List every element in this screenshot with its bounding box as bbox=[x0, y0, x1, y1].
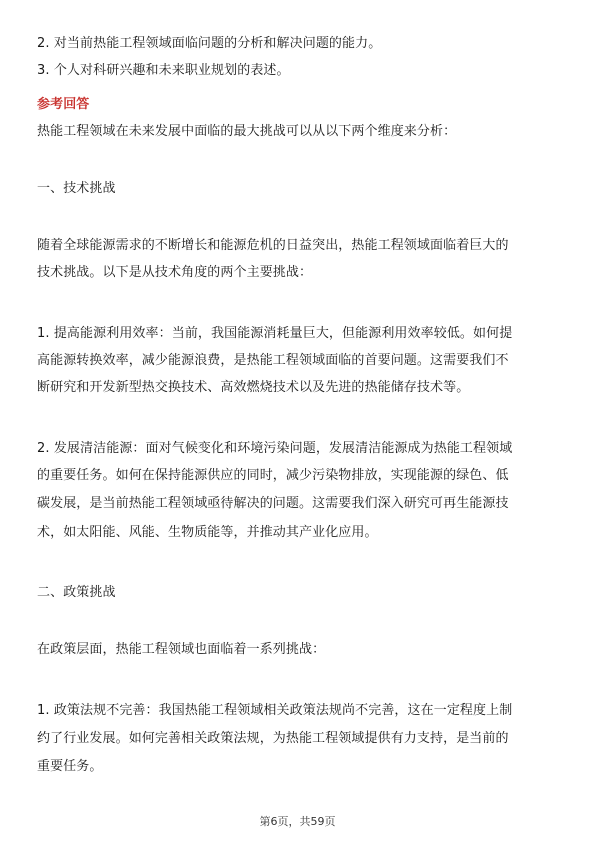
paragraph-line: 碳发展，是当前热能工程领域亟待解决的问题。这需要我们深入研究可再生能源技 bbox=[37, 496, 509, 511]
question-line: 2. 对当前热能工程领域面临问题的分析和解决问题的能力。 bbox=[37, 36, 382, 51]
section-title: 二、政策挑战 bbox=[37, 585, 116, 600]
answer-heading: 参考回答 bbox=[37, 97, 90, 112]
paragraph-line: 断研究和开发新型热交换技术、高效燃烧技术以及先进的热能储存技术等。 bbox=[37, 380, 470, 395]
paragraph-line: 1. 提高能源利用效率：当前，我国能源消耗量巨大，但能源利用效率较低。如何提 bbox=[37, 326, 513, 341]
paragraph-line: 在政策层面，热能工程领域也面临着一系列挑战： bbox=[37, 642, 326, 657]
paragraph-line: 2. 发展清洁能源：面对气候变化和环境污染问题，发展清洁能源成为热能工程领域 bbox=[37, 441, 513, 456]
section-title: 一、技术挑战 bbox=[37, 181, 116, 196]
paragraph-line: 1. 政策法规不完善：我国热能工程领域相关政策法规尚不完善，这在一定程度上制 bbox=[37, 703, 513, 718]
question-line: 3. 个人对科研兴趣和未来职业规划的表述。 bbox=[37, 63, 290, 78]
paragraph-line: 术，如太阳能、风能、生物质能等，并推动其产业化应用。 bbox=[37, 525, 378, 540]
page-number-footer: 第6页，共59页 bbox=[259, 815, 336, 828]
paragraph-line: 技术挑战。以下是从技术角度的两个主要挑战： bbox=[37, 265, 313, 280]
paragraph-line: 重要任务。 bbox=[37, 759, 103, 774]
paragraph-line: 随着全球能源需求的不断增长和能源危机的日益突出，热能工程领域面临着巨大的 bbox=[37, 238, 509, 253]
paragraph-line: 高能源转换效率，减少能源浪费，是热能工程领域面临的首要问题。这需要我们不 bbox=[37, 353, 509, 368]
paragraph-line: 约了行业发展。如何完善相关政策法规，为热能工程领域提供有力支持，是当前的 bbox=[37, 731, 509, 746]
paragraph-line: 的重要任务。如何在保持能源供应的同时，减少污染物排放，实现能源的绿色、低 bbox=[37, 468, 509, 483]
intro-paragraph: 热能工程领域在未来发展中面临的最大挑战可以从以下两个维度来分析： bbox=[37, 124, 457, 139]
